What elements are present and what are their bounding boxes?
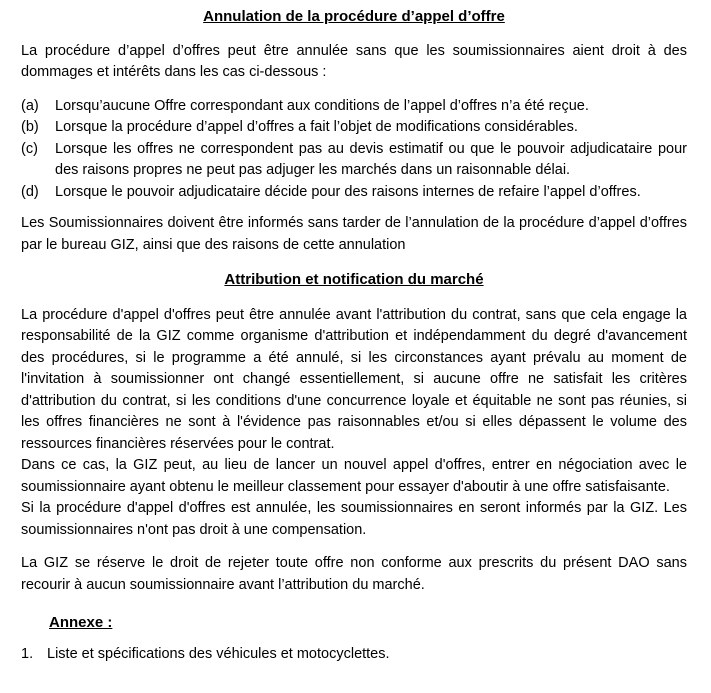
cases-list	[21, 96, 687, 204]
list-item-marker: (c)	[21, 140, 38, 157]
annex-heading-text: Annexe :	[49, 614, 113, 631]
section-heading-annulation-text: Annulation de la procédure d’appel d’offre	[203, 8, 505, 25]
attribution-paragraph-3: Si la procédure d'appel d'offres est annulée, les soumissionnaires en seront informés par la GIZ. Les soumissionnaires n'ont pas droit à une compensation.	[21, 500, 687, 538]
annex-item-1	[21, 644, 687, 666]
list-item-marker: (b)	[21, 119, 39, 135]
list-item-marker: (d)	[21, 183, 39, 200]
list-item-text: Lorsqu’aucune Offre correspondant aux conditions de l’appel d’offres n’a été reçue.	[55, 97, 589, 114]
list-item-marker: (a)	[21, 97, 39, 114]
list-item-b	[21, 117, 687, 139]
list-item-d	[21, 182, 687, 204]
list-item-text: Lorsque les offres ne correspondent pas au devis estimatif ou que le pouvoir adjudicataire pour des raisons propres ne peut pas adjuger les marchés dans un raisonnable délai.	[55, 140, 687, 178]
list-item-c	[21, 139, 687, 182]
annex-item-marker: 1.	[21, 645, 34, 662]
annex-heading	[49, 612, 687, 634]
list-item-text: Lorsque le pouvoir adjudicataire décide pour des raisons internes de refaire l’appel d’offres.	[55, 183, 641, 200]
attribution-paragraph-1: La procédure d'appel d'offres peut être annulée avant l'attribution du contrat, sans que cela engage la responsabilité de la GIZ comme organisme d'attribution et indépendamment du degré d'avancement des procédures, si le programme a été annulé, si les circonstances ayant prévalu au moment de l'invitation à soumissionner ont changé essentiellement, si aucune offre ne satisfait les critères d'attribution du contrat, si les conditions d'une concurrence loyale et équitable ne sont pas réunies, si les offres financières ne sont à l'évidence pas raisonnables et/ou si elles dépassent le volume des ressources financières réservées pour le contrat.	[21, 306, 687, 452]
notice-paragraph: Les Soumissionnaires doivent être informés sans tarder de l’annulation de la procédure d’appel d’offres par le bureau GIZ, ainsi que des raisons de cette annulation	[21, 215, 687, 253]
annex-item-text: Liste et spécifications des véhicules et motocyclettes.	[47, 645, 390, 662]
reservation-paragraph: La GIZ se réserve le droit de rejeter toute offre non conforme aux prescrits du présent DAO sans recourir à aucun soumissionnaire avant l’attribution du marché.	[21, 555, 687, 593]
section-heading-attribution-text: Attribution et notification du marché	[224, 271, 484, 288]
section-heading-annulation	[21, 6, 687, 28]
list-item-text: Lorsque la procédure d’appel d’offres a fait l’objet de modifications considérables.	[55, 119, 578, 135]
attribution-paragraph-2: Dans ce cas, la GIZ peut, au lieu de lancer un nouvel appel d'offres, entrer en négociation avec le soumissionnaire ayant obtenu le meilleur classement pour essayer d'aboutir à une offre satisfaisante.	[21, 457, 687, 495]
list-item-a	[21, 96, 687, 118]
intro-paragraph: La procédure d’appel d’offres peut être annulée sans que les soumissionnaires aient droit à des dommages et intérêts dans les cas ci-dessous :	[21, 42, 687, 80]
section-heading-attribution	[21, 269, 687, 291]
